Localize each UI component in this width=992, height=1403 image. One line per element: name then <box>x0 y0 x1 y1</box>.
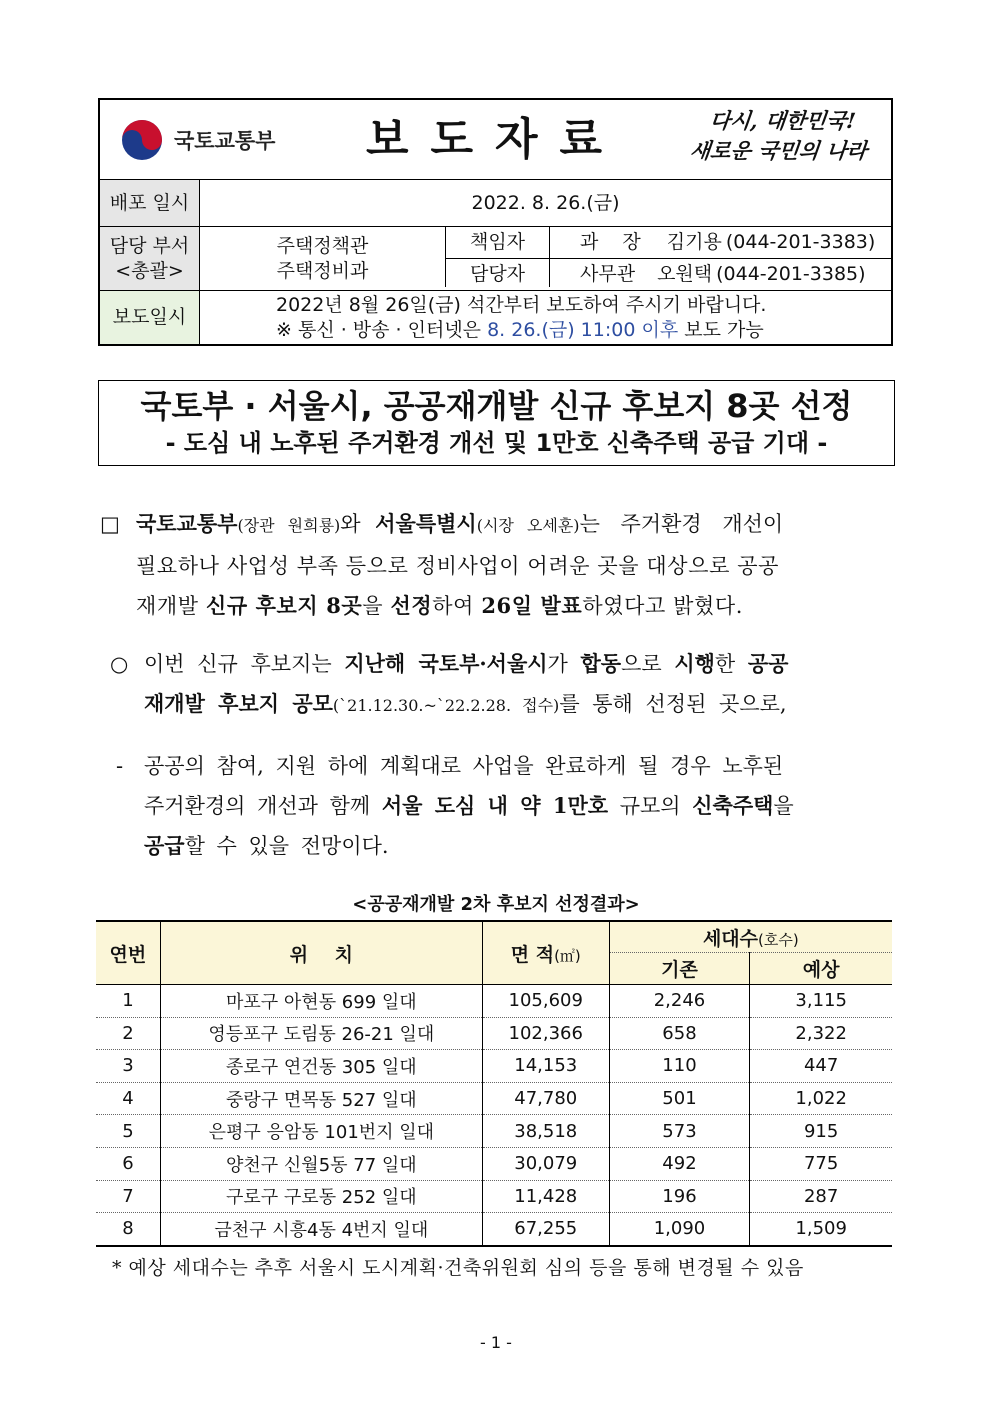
col-header-area <box>482 921 609 985</box>
col-header-area-unit: (㎡) <box>554 946 581 965</box>
p1-l3-d: 선정 <box>390 593 433 618</box>
table-row <box>96 1213 892 1246</box>
table-row <box>96 1082 892 1115</box>
cell-loc: 구로구 구로동 252 일대 <box>160 1180 482 1213</box>
cell-loc: 마포구 아현동 699 일대 <box>160 985 482 1018</box>
government-slogan <box>680 106 880 176</box>
p1-conj: 와 <box>340 512 376 536</box>
cell-expected: 1,022 <box>750 1082 892 1115</box>
department-2: 주택정비과 <box>276 259 369 282</box>
cell-expected: 447 <box>750 1050 892 1083</box>
cell-loc: 종로구 연건동 305 일대 <box>160 1050 482 1083</box>
embargo-line-2-pre: ※ 통신 · 방송 · 인터넷은 <box>276 318 488 341</box>
col-header-units-label: 세대수 <box>702 927 759 950</box>
col-header-location: 위 치 <box>160 921 482 985</box>
table-footnote: * 예상 세대수는 추후 서울시 도시계획·건축위원회 심의 등을 통해 변경될 수 있음 <box>112 1257 804 1279</box>
department-label <box>100 227 199 290</box>
headline-box <box>98 380 895 466</box>
p2-l2-c: 를 통해 선정된 곳으로, <box>559 692 787 716</box>
p1-l3-b: 신규 후보지 8곳 <box>205 593 363 618</box>
candidate-sites-table <box>96 920 892 1247</box>
embargo-line-2 <box>276 318 764 343</box>
cell-expected: 3,115 <box>750 985 892 1018</box>
department-label-line1: 담당 부서 <box>109 234 190 257</box>
cell-existing: 110 <box>609 1050 750 1083</box>
taegeuk-icon <box>120 118 164 162</box>
p3-l2-e: 을 <box>773 794 794 818</box>
p1-line1-tail: 는 주거환경 개선이 <box>579 512 784 536</box>
cell-expected: 915 <box>750 1115 892 1148</box>
cell-existing: 658 <box>609 1017 750 1050</box>
table-row <box>96 1115 892 1148</box>
embargo-line-1: 2022년 8월 26일(금) 석간부터 보도하여 주시기 바랍니다. <box>276 293 767 316</box>
table-row <box>96 1147 892 1180</box>
staff-name: 오원택 <box>657 263 713 285</box>
p1-ministry: 국토교통부 <box>136 511 238 536</box>
embargo-time-highlight: 8. 26.(금) 11:00 이후 <box>487 318 679 341</box>
table-row <box>96 1017 892 1050</box>
staff-title: 사무관 <box>580 263 636 285</box>
dash-bullet-icon: - <box>116 754 124 778</box>
cell-no: 8 <box>96 1213 160 1246</box>
table-row <box>96 985 892 1018</box>
p2-f: 시행 <box>674 651 715 676</box>
cell-area: 102,366 <box>482 1017 609 1050</box>
cell-no: 5 <box>96 1115 160 1148</box>
cell-expected: 775 <box>750 1147 892 1180</box>
responsible-label: 책임자 <box>469 231 526 253</box>
cell-area: 47,780 <box>482 1082 609 1115</box>
cell-no: 3 <box>96 1050 160 1083</box>
responsible-phone: (044-201-3383) <box>725 231 876 253</box>
cell-expected: 2,322 <box>750 1017 892 1050</box>
cell-no: 2 <box>96 1017 160 1050</box>
col-header-existing: 기존 <box>609 953 750 985</box>
cell-loc: 영등포구 도림동 26-21 일대 <box>160 1017 482 1050</box>
p2-a: 이번 신규 후보지는 <box>144 652 345 676</box>
p1-l3-g: 하였다고 밝혔다. <box>582 594 744 618</box>
circle-bullet-icon: ○ <box>110 652 129 676</box>
cell-expected: 1,509 <box>750 1213 892 1246</box>
square-bullet-icon: □ <box>100 512 120 536</box>
cell-existing: 492 <box>609 1147 750 1180</box>
department-1: 주택정책관 <box>276 234 369 257</box>
cell-area: 38,518 <box>482 1115 609 1148</box>
embargo-label: 보도일시 <box>100 291 199 344</box>
responsible-title: 과 장 <box>580 231 645 253</box>
cell-area: 11,428 <box>482 1180 609 1213</box>
slogan-line-2: 새로운 국민의 나라 <box>688 138 869 163</box>
p2-l2-b: (`21.12.30.~`22.2.28. 접수) <box>332 696 560 715</box>
page-number: - 1 - <box>480 1333 512 1352</box>
staff-label: 담당자 <box>469 263 526 285</box>
table-row <box>96 1050 892 1083</box>
document-title: 보도자료 <box>365 114 624 165</box>
responsible-name: 김기용 <box>666 231 722 253</box>
cell-existing: 573 <box>609 1115 750 1148</box>
p1-l3-c: 을 <box>362 594 391 618</box>
p1-l3-a: 재개발 <box>136 594 206 618</box>
cell-existing: 196 <box>609 1180 750 1213</box>
p2-l2-a: 재개발 후보지 공모 <box>144 691 333 716</box>
cell-loc: 중랑구 면목동 527 일대 <box>160 1082 482 1115</box>
p1-ministry-note: (장관 원희룡) <box>237 516 341 535</box>
p3-l2-b: 서울 도심 내 약 1만호 <box>381 793 609 818</box>
p3-l3-b: 할 수 있을 전망이다. <box>184 834 389 858</box>
cell-area: 30,079 <box>482 1147 609 1180</box>
ministry-logo-text: 국토교통부 <box>174 129 276 153</box>
cell-expected: 287 <box>750 1180 892 1213</box>
p2-h: 공공 <box>747 651 789 676</box>
embargo-line-2-post: 보도 가능 <box>678 318 764 341</box>
embargo-text <box>200 291 891 344</box>
department-value <box>200 227 445 290</box>
p3-line1: 공공의 참여, 지원 하에 계획대로 사업을 완료하게 될 경우 노후된 <box>144 754 784 778</box>
table-row <box>96 1180 892 1213</box>
cell-area: 67,255 <box>482 1213 609 1246</box>
p2-b: 지난해 국토부·서울시 <box>344 651 548 676</box>
staff-contact <box>550 259 891 290</box>
col-header-no: 연번 <box>96 921 160 985</box>
p3-l2-c: 규모의 <box>608 794 693 818</box>
press-release-header <box>98 98 893 346</box>
headline-sub: - 도심 내 노후된 주거환경 개선 및 1만호 신축주택 공급 기대 - <box>165 429 828 457</box>
p2-g: 한 <box>714 652 748 676</box>
cell-no: 4 <box>96 1082 160 1115</box>
slogan-line-1: 다시, 대한민국! <box>708 108 857 133</box>
p3-l2-d: 신축주택 <box>692 793 774 818</box>
cell-no: 6 <box>96 1147 160 1180</box>
cell-no: 7 <box>96 1180 160 1213</box>
p2-c: 가 <box>547 652 581 676</box>
p3-l2-a: 주거환경의 개선과 함께 <box>144 794 382 818</box>
cell-loc: 금천구 시흥4동 4번지 일대 <box>160 1213 482 1246</box>
cell-area: 14,153 <box>482 1050 609 1083</box>
cell-area: 105,609 <box>482 985 609 1018</box>
responsible-contact <box>550 227 891 258</box>
p2-d: 합동 <box>580 651 622 676</box>
p1-l3-e: 하여 <box>432 594 482 618</box>
p1-line2: 필요하나 사업성 부족 등으로 정비사업이 어려운 곳을 대상으로 공공 <box>136 554 780 578</box>
headline-main: 국토부 · 서울시, 공공재개발 신규 후보지 8곳 선정 <box>140 387 853 425</box>
col-header-area-label: 면 적 <box>510 943 555 966</box>
cell-no: 1 <box>96 985 160 1018</box>
cell-existing: 1,090 <box>609 1213 750 1246</box>
release-date-label: 배포 일시 <box>100 180 199 226</box>
p1-seoul: 서울특별시 <box>375 511 477 536</box>
p3-l3-a: 공급 <box>144 833 185 858</box>
department-label-line2: <총괄> <box>115 259 184 282</box>
p2-e: 으로 <box>621 652 675 676</box>
col-header-units <box>609 921 892 953</box>
staff-phone: (044-201-3385) <box>716 263 866 285</box>
release-date-value: 2022. 8. 26.(금) <box>471 191 620 214</box>
col-header-units-unit: (호수) <box>758 930 799 949</box>
table-caption: <공공재개발 2차 후보지 선정결과> <box>352 894 640 915</box>
cell-existing: 501 <box>609 1082 750 1115</box>
p1-l3-f: 26일 발표 <box>481 593 583 618</box>
col-header-expected: 예상 <box>750 953 892 985</box>
cell-existing: 2,246 <box>609 985 750 1018</box>
p1-seoul-note: (시장 오세훈) <box>476 516 580 535</box>
ministry-logo <box>120 118 310 162</box>
cell-loc: 양천구 신월5동 77 일대 <box>160 1147 482 1180</box>
cell-loc: 은평구 응암동 101번지 일대 <box>160 1115 482 1148</box>
